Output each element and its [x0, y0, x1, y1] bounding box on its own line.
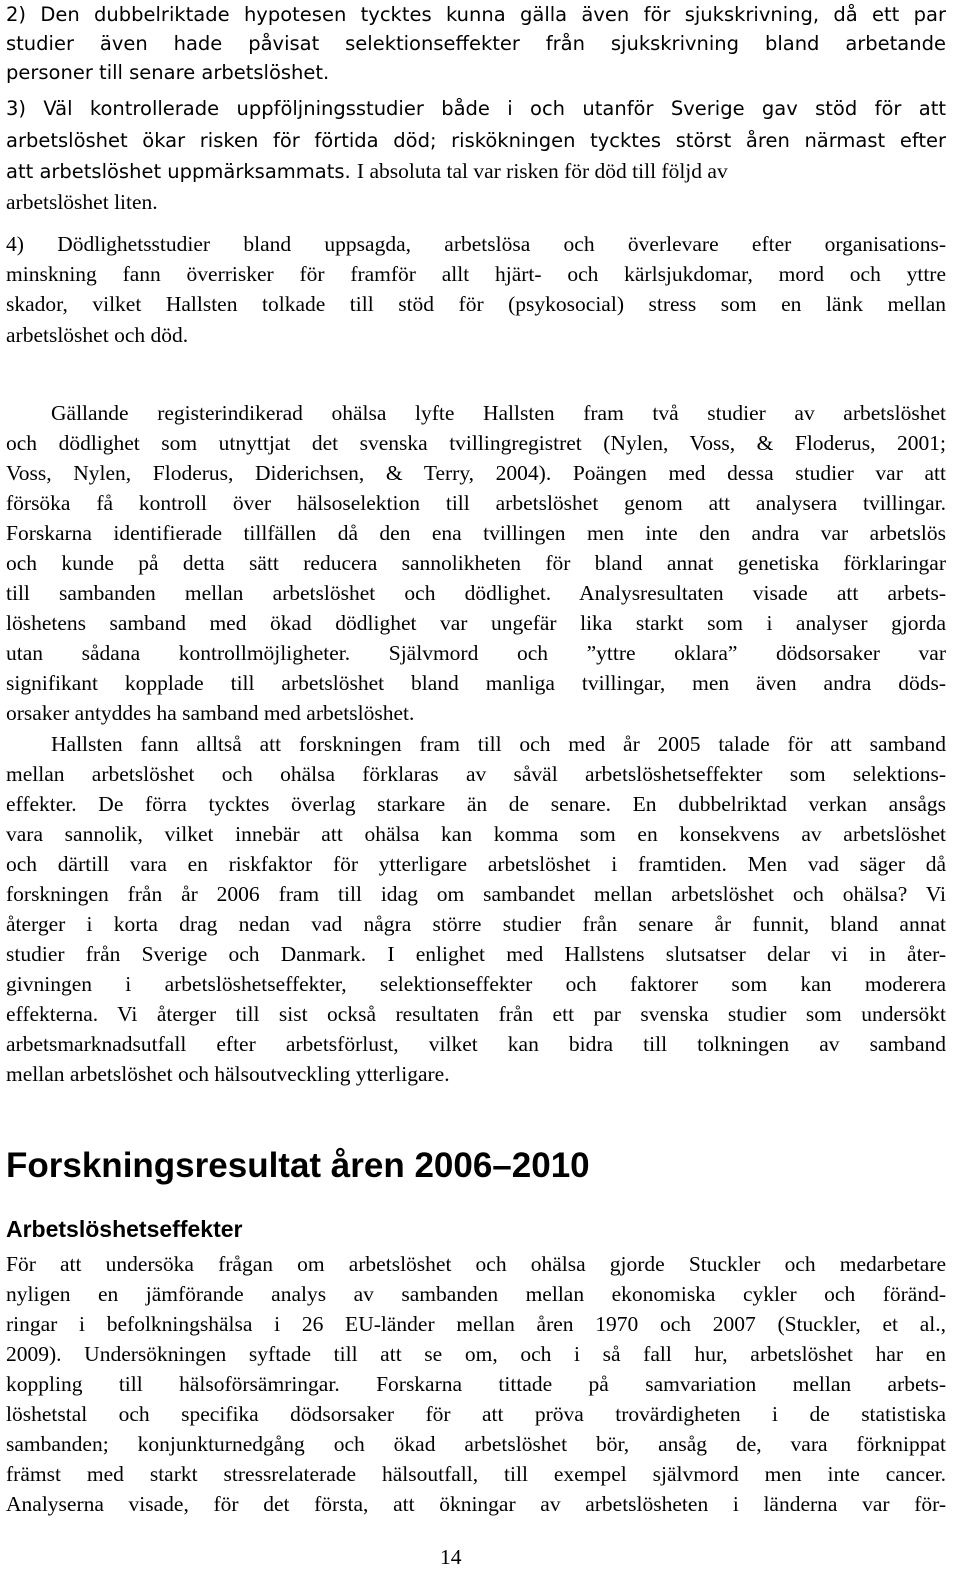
paragraph-line: mellan arbetslöshet och ohälsa förklaras av såväl arbetslöshetseffekter som selektions-: [6, 762, 946, 786]
page-number: 14: [440, 1545, 462, 1569]
subsection-heading: Arbetslöshetseffekter: [6, 1216, 243, 1242]
paragraph-line: Hallsten fann alltså att forskningen fram till och med år 2005 talade för att samband: [51, 732, 946, 756]
point-3-text-serif: I absoluta tal var risken för död till följd av: [356, 159, 728, 183]
paragraph-line: koppling till hälsoförsämringar. Forskarna tittade på samvariation mellan arbets-: [6, 1372, 946, 1396]
point-2-line: 2) Den dubbelriktade hypotesen tycktes kunna gälla även för sjukskrivning, då ett par: [6, 3, 946, 26]
paragraph-line: Gällande registerindikerad ohälsa lyfte Hallsten fram två studier av arbetslöshet: [51, 401, 946, 425]
point-3-line: 3) Väl kontrollerade uppföljningsstudier både i och utanför Sverige gav stöd för att: [6, 97, 946, 120]
section-heading: Forskningsresultat åren 2006–2010: [6, 1146, 590, 1185]
point-3-line: arbetslöshet liten.: [6, 190, 158, 214]
point-4-line: minskning fann överrisker för framför allt hjärt- och kärlsjukdomar, mord och yttre: [6, 262, 946, 286]
paragraph-line: återger i korta drag nedan vad några större studier från senare år funnit, bland annat: [6, 912, 946, 936]
paragraph-line: löshetstal och specifika dödsorsaker för att pröva trovärdigheten i de statistiska: [6, 1402, 946, 1426]
paragraph-line: och dödlighet som utnyttjat det svenska tvillingregistret (Nylen, Voss, & Floderus, 2001;: [6, 431, 946, 455]
paragraph-line: och därtill vara en riskfaktor för ytterligare arbetslöshet i framtiden. Men vad säger då: [6, 852, 946, 876]
paragraph-line: studier från Sverige och Danmark. I enlighet med Hallstens slutsatser delar vi in åter-: [6, 942, 946, 966]
point-4-line: arbetslöshet och död.: [6, 323, 189, 347]
paragraph-line: arbetsmarknadsutfall efter arbetsförlust, vilket kan bidra till tolkningen av samband: [6, 1032, 946, 1056]
paragraph-line: Voss, Nylen, Floderus, Diderichsen, & Terry, 2004). Poängen med dessa studier var att: [6, 461, 946, 485]
paragraph-line: givningen i arbetslöshetseffekter, selektionseffekter och faktorer som kan moderera: [6, 972, 946, 996]
paragraph-line: löshetens samband med ökad dödlighet var ungefär lika starkt som i analyser gjorda: [6, 611, 946, 635]
point-4-line: 4) Dödlighetsstudier bland uppsagda, arbetslösa och överlevare efter organisations-: [6, 232, 946, 256]
paragraph-line: effekterna. Vi återger till sist också resultaten från ett par svenska studier som undersökt: [6, 1002, 946, 1026]
point-4-line: skador, vilket Hallsten tolkade till stöd för (psykosocial) stress som en länk mellan: [6, 292, 946, 316]
point-3-text-sans: att arbetslöshet uppmärksammats.: [6, 160, 351, 183]
paragraph-line: forskningen från år 2006 fram till idag om sambandet mellan arbetslöshet och ohälsa? Vi: [6, 882, 946, 906]
paragraph-line: försöka få kontroll över hälsoselektion till arbetslöshet genom att analysera tvillingar.: [6, 491, 946, 515]
paragraph-line: Forskarna identifierade tillfällen då den ena tvillingen men inte den andra var arbetslös: [6, 521, 946, 545]
paragraph-line: sambanden; konjunkturnedgång och ökad arbetslöshet bör, ansåg de, vara förknippat: [6, 1432, 946, 1456]
paragraph-line: nyligen en jämförande analys av sambanden mellan ekonomiska cykler och föränd-: [6, 1282, 946, 1306]
paragraph-line: och kunde på detta sätt reducera sannolikheten för bland annat genetiska förklaringar: [6, 551, 946, 575]
paragraph-line: 2009). Undersökningen syftade till att se om, och i så fall hur, arbetslöshet har en: [6, 1342, 946, 1366]
paragraph-line: mellan arbetslöshet och hälsoutveckling ytterligare.: [6, 1062, 450, 1086]
paragraph-line: främst med starkt stressrelaterade hälsoutfall, till exempel självmord men inte cancer.: [6, 1462, 946, 1486]
point-2-line: studier även hade påvisat selektionseffekter från sjukskrivning bland arbetande: [6, 32, 946, 55]
paragraph-line: För att undersöka frågan om arbetslöshet och ohälsa gjorde Stuckler och medarbetare: [6, 1252, 946, 1276]
paragraph-line: till sambanden mellan arbetslöshet och dödlighet. Analysresultaten visade att arbets-: [6, 581, 946, 605]
paragraph-line: Analyserna visade, för det första, att ökningar av arbetslösheten i länderna var för-: [6, 1492, 946, 1516]
paragraph-line: effekter. De förra tycktes överlag starkare än de senare. En dubbelriktad verkan ansågs: [6, 792, 946, 816]
paragraph-line: ringar i befolkningshälsa i 26 EU-länder mellan åren 1970 och 2007 (Stuckler, et al.,: [6, 1312, 946, 1336]
paragraph-line: utan sådana kontrollmöjligheter. Självmord och ”yttre oklara” dödsorsaker var: [6, 641, 946, 665]
paragraph-line: vara sannolik, vilket innebär att ohälsa kan komma som en konsekvens av arbetslöshet: [6, 822, 946, 846]
point-3-line: arbetslöshet ökar risken för förtida död; riskökningen tycktes störst åren närmast efter: [6, 129, 946, 152]
point-2-line: personer till senare arbetslöshet.: [6, 61, 330, 84]
point-3-line: [6, 156, 728, 187]
paragraph-line: orsaker antyddes ha samband med arbetslöshet.: [6, 701, 415, 725]
paragraph-line: signifikant kopplade till arbetslöshet bland manliga tvillingar, men även andra döds-: [6, 671, 946, 695]
